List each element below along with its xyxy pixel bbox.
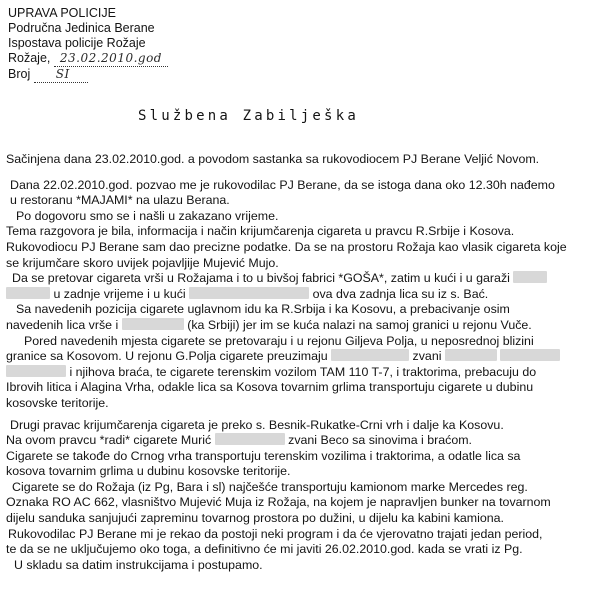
body-line: Sačinjena dana 23.02.2010.god. a povodom sastanka sa rukovodiocem PJ Berane Veljić Novom.: [6, 152, 540, 166]
redaction-box: [189, 287, 309, 299]
header-place: Rožaje,: [8, 51, 51, 65]
body-line: u restoranu *MAJAMI* na ulazu Berana.: [10, 193, 230, 208]
body-line: se krijumčare skoro uvijek pojavljije Mujević Mujo.: [6, 255, 279, 270]
document-body: [6, 152, 598, 573]
body-line: kosova tovarnim grlima u dubinu kosovske teritorije.: [6, 464, 291, 479]
header-broj-label: Broj: [8, 67, 31, 81]
header-date-handwritten: 23.02.2010.god: [54, 51, 168, 67]
body-text-segment: i njihova braća, te cigarete terenskim vozilom TAM 110 T-7, i traktorima, prebacuju do: [69, 364, 537, 379]
body-line: [6, 287, 598, 303]
body-line: Rukovodilac PJ Berane mi je rekao da postoji neki program i da će vjerovatno trajati jedan period,: [8, 526, 543, 541]
body-line: U skladu sa datim instrukcijama i postupamo.: [14, 557, 263, 572]
body-line: Drugi pravac krijumčarenja cigareta je preko s. Besnik-Rukatke-Crni vrh i dalje ka Kosovu.: [10, 417, 504, 432]
header-office: Ispostava policije Rožaje: [8, 36, 146, 50]
body-line: [6, 349, 598, 365]
body-line: [6, 318, 598, 334]
body-line: Ibrovih litica i Alagina Vrha, odakle lica sa Kosova tovarnim grlima transportuju cigarete u dubinu: [6, 380, 534, 395]
body-text-segment: zvani: [412, 349, 442, 364]
body-line: Rukovodiocu PJ Berane sam dao precizne podatke. Da se na prostoru Rožaja kao vlasik cigareta koje: [6, 239, 567, 254]
body-line: Cigarete se takođe do Crnog vrha transportuju terenskim vozilima i traktorima, a odatle lica sa: [6, 448, 521, 463]
redaction-box: [331, 349, 409, 361]
body-text-segment: Na ovom pravcu *radi* cigarete Murić: [6, 433, 212, 448]
body-line: kosovske teritorije.: [6, 395, 109, 410]
body-line: [6, 271, 598, 287]
body-line: [6, 433, 598, 449]
body-line: Oznaka RO AC 662, vlasništvo Mujević Muja iz Rožaja, na kojem je napravljen bunker na tovarnom: [6, 495, 551, 510]
body-text-segment: zvani Beco sa sinovima i braćom.: [288, 433, 472, 448]
body-text-segment: (ka Srbiji) jer im se kuća nalazi na samoj granici u rejonu Vuče.: [187, 317, 532, 332]
body-line: Pored navedenih mjesta cigarete se pretovaraju i u rejonu Giljeva Polja, u neposrednoj blizini: [24, 333, 534, 348]
body-line: Tema razgovora je bila, informacija i način krijumčarenja cigareta u pravcu R.Srbije i Kosova.: [6, 224, 515, 239]
redaction-box: [215, 433, 285, 445]
body-text-segment: granice sa Kosovom. U rejonu G.Polja cigarete preuzimaju: [6, 349, 328, 364]
header-broj-line: [8, 67, 88, 83]
header-date-line: [8, 51, 168, 67]
header-org: UPRAVA POLICIJE: [8, 6, 116, 20]
header-unit: Područna Jedinica Berane: [8, 21, 155, 35]
redaction-box: [500, 349, 560, 361]
body-line: Cigarete se do Rožaja (iz Pg, Bara i sl) najčešće transportuju kamionom marke Mercedes reg.: [12, 479, 528, 494]
document-title: Službena Zabilješka: [138, 108, 359, 124]
body-text-segment: navedenih lica vrše i: [6, 317, 119, 332]
body-line: Dana 22.02.2010.god. pozvao me je rukovodilac PJ Berane, da se istoga dana oko 12.30h nađemo: [10, 177, 555, 192]
redaction-box: [6, 365, 66, 377]
body-text-segment: ova dva zadnja lica su iz s. Bać.: [312, 286, 489, 301]
body-text-segment: Da se pretovar cigareta vrši u Rožajama i to u bivšoj fabrici *GOŠA*, zatim u kući i u garaži: [12, 271, 510, 286]
redaction-box: [122, 318, 184, 330]
body-line: Sa navedenih pozicija cigarete uglavnom idu ka R.Srbija i ka Kosovu, a prebacivanje osim: [16, 302, 510, 317]
header-broj-handwritten: SI: [34, 67, 88, 83]
body-line: te da se ne uključujemo oko toga, a definitivno će mi javiti 26.02.2010.god. kada se vrati iz Pg.: [6, 542, 523, 557]
body-line: Po dogovoru smo se i našli u zakazano vrijeme.: [16, 208, 279, 223]
redaction-box: [6, 287, 50, 299]
redaction-box: [445, 349, 497, 361]
body-line: [6, 365, 598, 381]
body-text-segment: u zadnje vrijeme i u kući: [53, 286, 186, 301]
body-line: dijelu sanduka sanjujući zapreminu tovarnog prostora po dužini, u dijelu ka kabini kamiona.: [6, 511, 504, 526]
redaction-box: [513, 271, 547, 283]
